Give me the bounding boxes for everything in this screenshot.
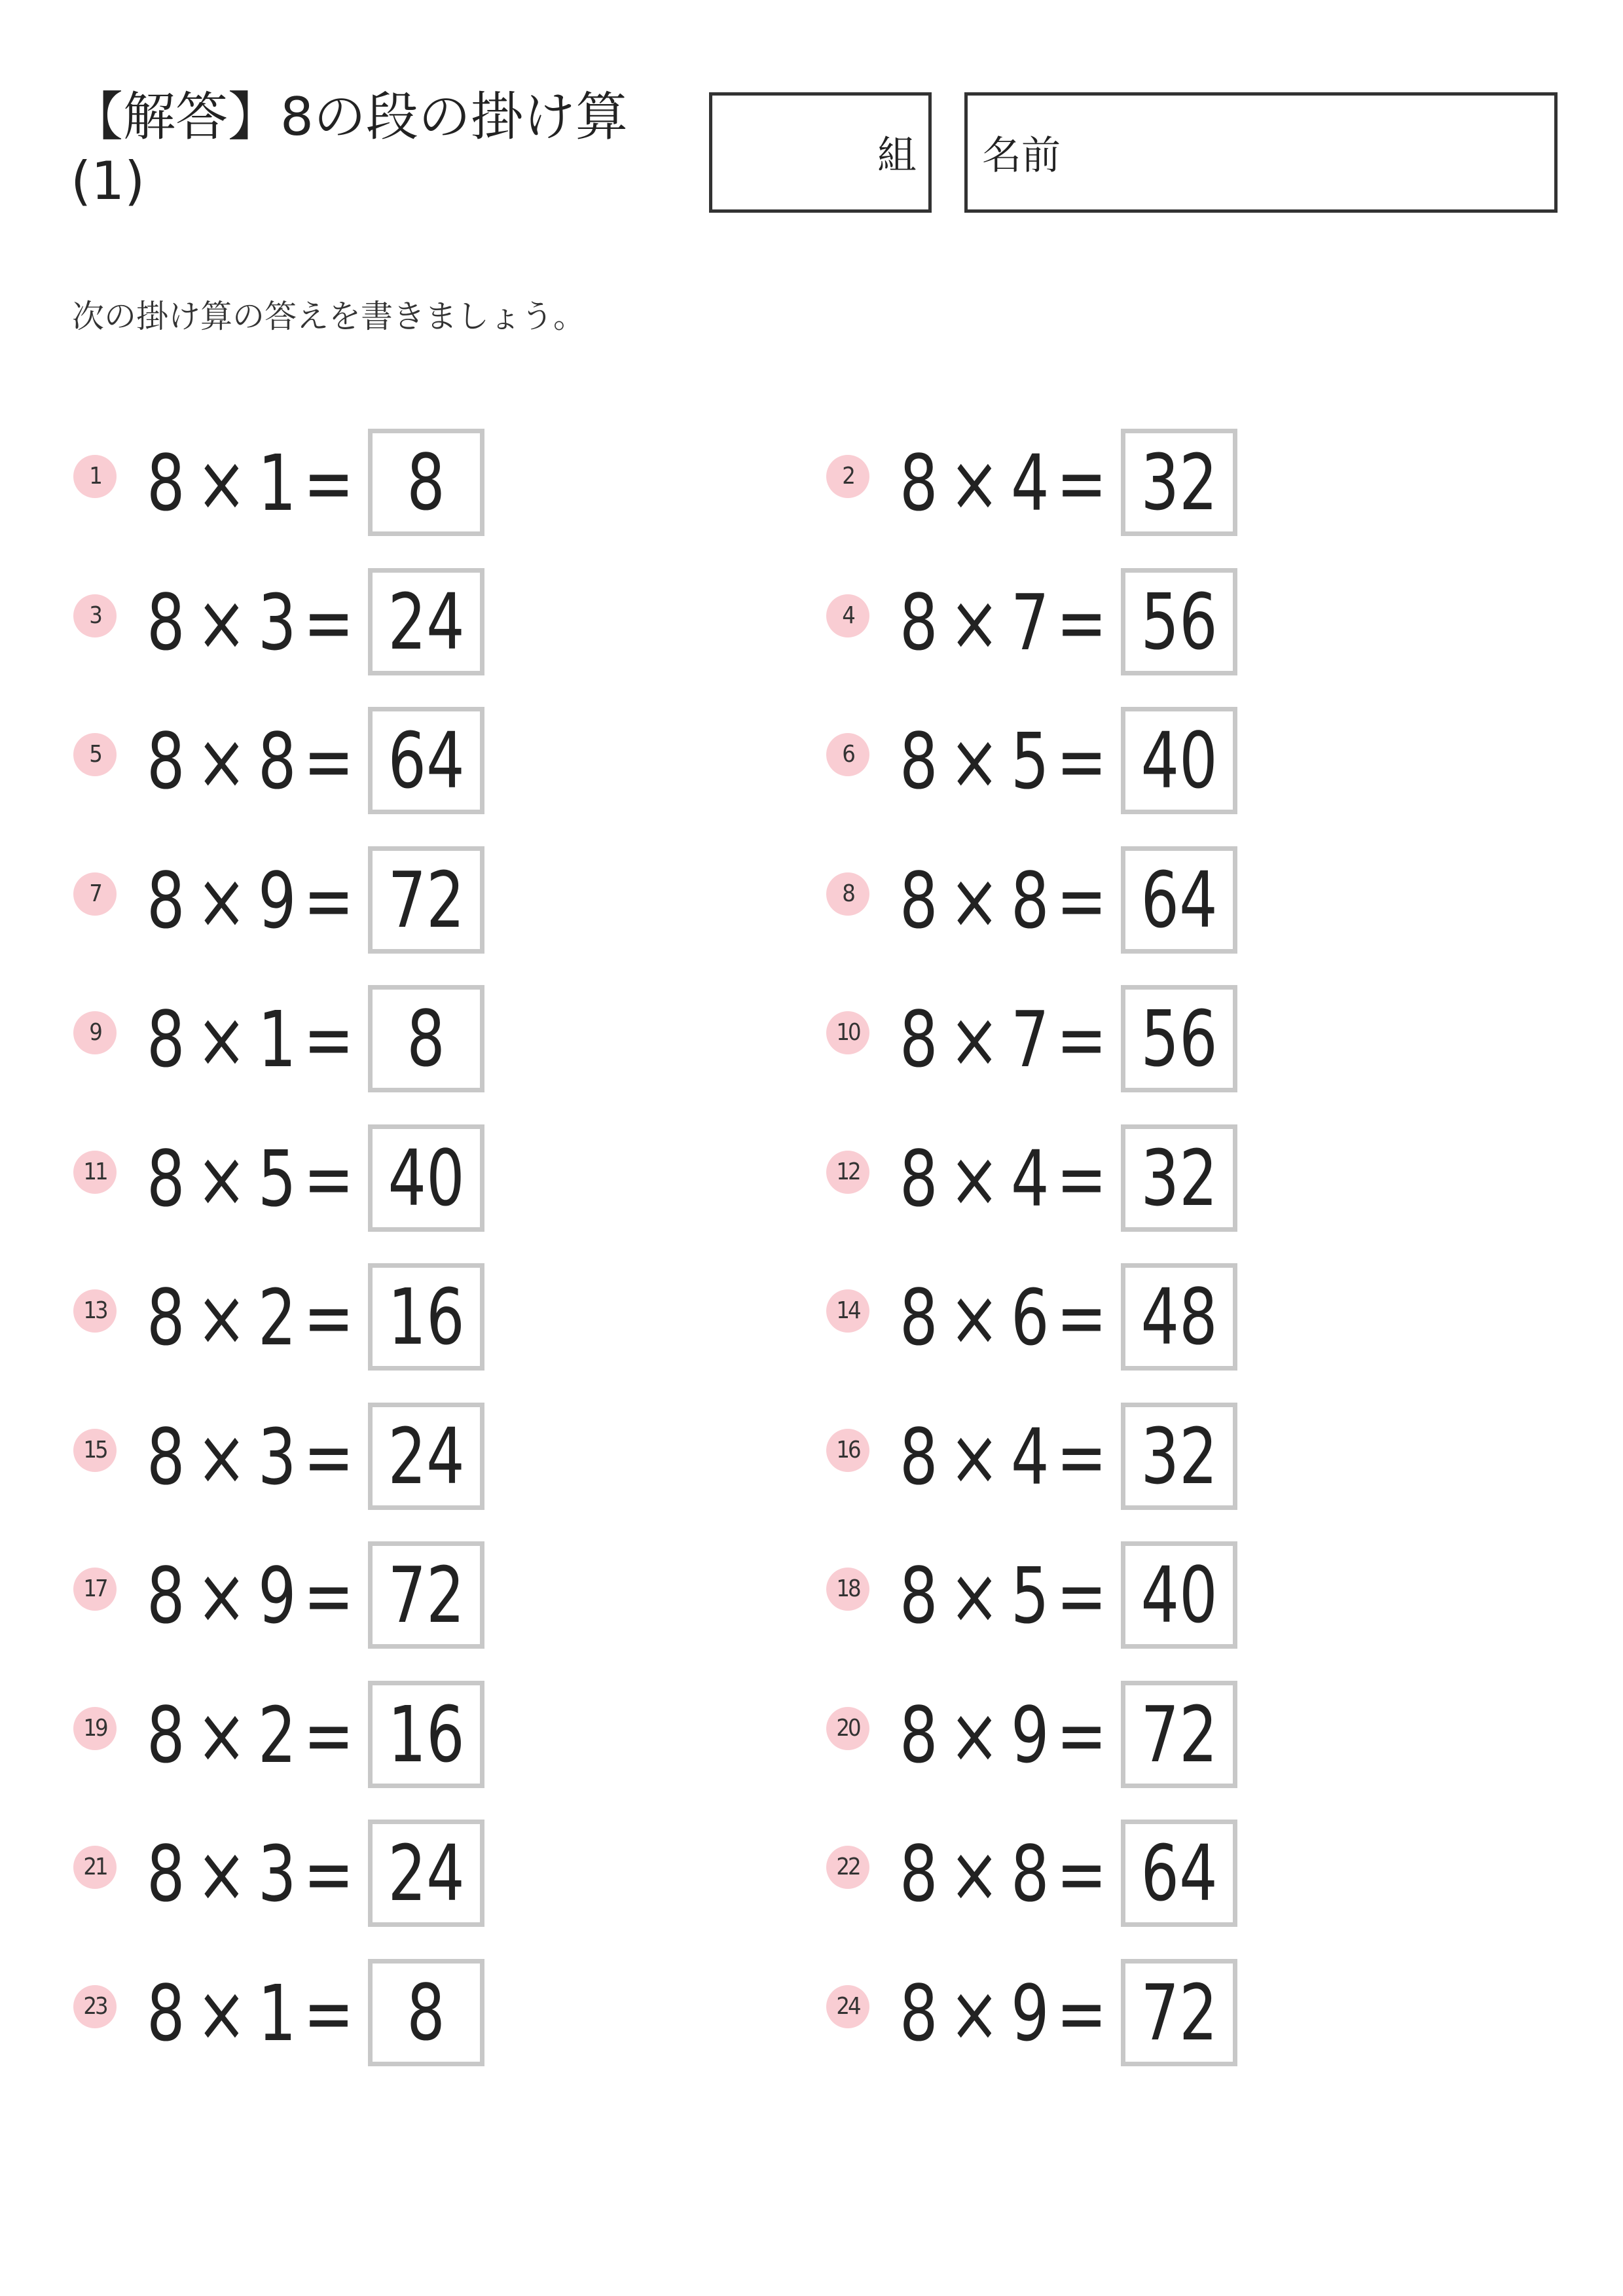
multiply-sign: × — [949, 577, 1000, 668]
problem-number-badge: 9 — [73, 1011, 117, 1054]
equals-sign: = — [1056, 438, 1107, 528]
answer-value: 64 — [1140, 1828, 1218, 1918]
multiplier: 5 — [1011, 716, 1049, 806]
answer-box[interactable] — [368, 1263, 484, 1371]
multiplier: 2 — [258, 1272, 297, 1363]
problem-number-badge: 6 — [826, 733, 869, 776]
answer-value: 72 — [1140, 1689, 1218, 1780]
answer-value: 72 — [1140, 1967, 1218, 2058]
multiplier: 4 — [1011, 1133, 1049, 1224]
equals-sign: = — [1056, 1829, 1107, 1919]
problem-item — [73, 1959, 728, 2069]
problem-item — [826, 846, 1481, 956]
multiply-sign: × — [196, 1829, 247, 1919]
multiplicand: 8 — [147, 1551, 185, 1641]
answer-value: 40 — [1140, 715, 1218, 806]
answer-box[interactable] — [368, 1681, 484, 1788]
equals-sign: = — [303, 1829, 354, 1919]
instruction-text: 次の掛け算の答えを書きましょう。 — [72, 298, 586, 335]
answer-value: 48 — [1140, 1272, 1218, 1362]
problem-expression — [147, 990, 354, 1088]
multiply-sign: × — [196, 1411, 247, 1502]
answer-box[interactable] — [368, 429, 484, 536]
problem-number-badge: 24 — [826, 1985, 869, 2028]
multiply-sign: × — [949, 716, 1000, 806]
equals-sign: = — [303, 1689, 354, 1780]
problem-item — [826, 429, 1481, 539]
multiplier: 7 — [1011, 994, 1049, 1085]
answer-value: 72 — [388, 1550, 465, 1640]
multiply-sign: × — [949, 1133, 1000, 1224]
multiplier: 9 — [258, 855, 297, 946]
multiplier: 3 — [258, 1411, 297, 1502]
problem-expression — [900, 434, 1107, 532]
answer-box[interactable] — [1121, 1820, 1237, 1927]
problem-expression — [147, 1268, 354, 1367]
answer-box[interactable] — [1121, 985, 1237, 1092]
answer-value: 32 — [1140, 1410, 1218, 1501]
problem-number-badge: 13 — [73, 1289, 117, 1333]
equals-sign: = — [303, 1133, 354, 1224]
page-title-line1: 【解答】8の段の掛け算 — [71, 86, 628, 147]
answer-box[interactable] — [1121, 1124, 1237, 1232]
multiplier: 4 — [1011, 438, 1049, 528]
multiplicand: 8 — [900, 1133, 938, 1224]
problem-number-badge: 8 — [826, 872, 869, 916]
answer-box[interactable] — [368, 846, 484, 954]
multiplicand: 8 — [900, 1411, 938, 1502]
multiplicand: 8 — [900, 716, 938, 806]
multiplicand: 8 — [147, 577, 185, 668]
answer-value: 32 — [1140, 437, 1218, 528]
problem-item — [826, 985, 1481, 1095]
multiplier: 3 — [258, 1829, 297, 1919]
problem-number-badge: 20 — [826, 1707, 869, 1750]
multiply-sign: × — [949, 1689, 1000, 1780]
problem-expression — [900, 1130, 1107, 1228]
multiply-sign: × — [949, 1551, 1000, 1641]
equals-sign: = — [303, 994, 354, 1085]
multiplicand: 8 — [147, 1133, 185, 1224]
answer-box[interactable] — [368, 1820, 484, 1927]
multiplicand: 8 — [900, 1829, 938, 1919]
multiply-sign: × — [196, 1551, 247, 1641]
multiply-sign: × — [949, 1829, 1000, 1919]
multiplicand: 8 — [900, 994, 938, 1085]
problem-item — [826, 1820, 1481, 1929]
problem-item — [826, 1124, 1481, 1234]
equals-sign: = — [1056, 1133, 1107, 1224]
multiply-sign: × — [949, 855, 1000, 946]
problem-item — [826, 1541, 1481, 1651]
problem-item — [826, 1263, 1481, 1373]
answer-box[interactable] — [368, 568, 484, 675]
equals-sign: = — [1056, 1272, 1107, 1363]
multiplier: 4 — [1011, 1411, 1049, 1502]
multiplicand: 8 — [900, 855, 938, 946]
problem-item — [73, 1541, 728, 1651]
problem-number-badge: 16 — [826, 1429, 869, 1472]
problem-expression — [147, 1408, 354, 1506]
multiply-sign: × — [196, 1689, 247, 1780]
problem-number-badge: 23 — [73, 1985, 117, 2028]
problem-expression — [147, 434, 354, 532]
multiplier: 8 — [1011, 1829, 1049, 1919]
answer-box[interactable] — [368, 1124, 484, 1232]
multiply-sign: × — [196, 577, 247, 668]
multiplicand: 8 — [147, 716, 185, 806]
problem-item — [826, 1959, 1481, 2069]
answer-value: 64 — [388, 715, 465, 806]
problem-number-badge: 21 — [73, 1846, 117, 1889]
problem-number-badge: 12 — [826, 1151, 869, 1194]
problem-item — [826, 568, 1481, 678]
equals-sign: = — [303, 438, 354, 528]
page-title-line2: (1) — [71, 151, 145, 211]
answer-value: 8 — [407, 994, 446, 1084]
problem-item — [73, 846, 728, 956]
answer-value: 40 — [1140, 1550, 1218, 1640]
problem-expression — [900, 1268, 1107, 1367]
problem-item — [73, 1820, 728, 1929]
answer-value: 16 — [388, 1689, 465, 1780]
equals-sign: = — [303, 1967, 354, 2058]
answer-box[interactable] — [1121, 568, 1237, 675]
problem-expression — [900, 1408, 1107, 1506]
multiply-sign: × — [949, 994, 1000, 1085]
answer-box[interactable] — [368, 985, 484, 1092]
problem-expression — [147, 852, 354, 950]
problem-number-badge: 4 — [826, 594, 869, 637]
multiplicand: 8 — [900, 438, 938, 528]
problem-expression — [147, 1686, 354, 1784]
answer-value: 24 — [388, 1828, 465, 1918]
multiplier: 1 — [258, 1967, 297, 2058]
multiplicand: 8 — [147, 855, 185, 946]
equals-sign: = — [1056, 1551, 1107, 1641]
multiplicand: 8 — [900, 577, 938, 668]
multiplier: 8 — [258, 716, 297, 806]
equals-sign: = — [1056, 855, 1107, 946]
problem-item — [73, 1263, 728, 1373]
problem-item — [73, 985, 728, 1095]
answer-value: 32 — [1140, 1132, 1218, 1223]
equals-sign: = — [1056, 1967, 1107, 2058]
problem-expression — [147, 1547, 354, 1645]
multiplier: 9 — [1011, 1689, 1049, 1780]
answer-value: 40 — [388, 1132, 465, 1223]
multiplier: 9 — [258, 1551, 297, 1641]
problem-number-badge: 2 — [826, 455, 869, 498]
equals-sign: = — [303, 716, 354, 806]
problem-item — [73, 1403, 728, 1513]
multiplicand: 8 — [900, 1551, 938, 1641]
multiplicand: 8 — [900, 1967, 938, 2058]
equals-sign: = — [1056, 994, 1107, 1085]
multiplier: 9 — [1011, 1967, 1049, 2058]
equals-sign: = — [303, 855, 354, 946]
problem-item — [826, 707, 1481, 817]
problem-number-badge: 11 — [73, 1151, 117, 1194]
answer-box[interactable] — [1121, 429, 1237, 536]
answer-value: 64 — [1140, 854, 1218, 945]
problem-number-badge: 17 — [73, 1568, 117, 1611]
problem-number-badge: 3 — [73, 594, 117, 637]
multiplier: 6 — [1011, 1272, 1049, 1363]
problem-expression — [900, 1825, 1107, 1923]
problem-expression — [900, 1547, 1107, 1645]
multiplicand: 8 — [900, 1272, 938, 1363]
answer-box[interactable] — [1121, 1403, 1237, 1510]
multiply-sign: × — [196, 716, 247, 806]
problem-expression — [147, 1130, 354, 1228]
problem-number-badge: 7 — [73, 872, 117, 916]
multiplier: 3 — [258, 577, 297, 668]
equals-sign: = — [1056, 1689, 1107, 1780]
problem-number-badge: 15 — [73, 1429, 117, 1472]
answer-value: 24 — [388, 1410, 465, 1501]
multiply-sign: × — [949, 1967, 1000, 2058]
problem-expression — [147, 1964, 354, 2062]
multiplier: 2 — [258, 1689, 297, 1780]
answer-box[interactable] — [1121, 1541, 1237, 1649]
problem-number-badge: 14 — [826, 1289, 869, 1333]
answer-value: 24 — [388, 576, 465, 667]
equals-sign: = — [303, 1411, 354, 1502]
problem-number-badge: 18 — [826, 1568, 869, 1611]
problem-number-badge: 10 — [826, 1011, 869, 1054]
multiplier: 1 — [258, 994, 297, 1085]
answer-box[interactable] — [1121, 846, 1237, 954]
problem-number-badge: 22 — [826, 1846, 869, 1889]
problem-item — [826, 1681, 1481, 1791]
equals-sign: = — [1056, 577, 1107, 668]
problem-expression — [147, 1825, 354, 1923]
equals-sign: = — [1056, 1411, 1107, 1502]
equals-sign: = — [303, 1551, 354, 1641]
multiplier: 1 — [258, 438, 297, 528]
multiplier: 5 — [258, 1133, 297, 1224]
multiply-sign: × — [949, 1272, 1000, 1363]
class-field-label: 組 — [877, 133, 917, 179]
multiplicand: 8 — [147, 1272, 185, 1363]
multiplicand: 8 — [147, 1689, 185, 1780]
answer-box[interactable] — [368, 1403, 484, 1510]
answer-box[interactable] — [368, 1541, 484, 1649]
problem-expression — [900, 852, 1107, 950]
problem-number-badge: 19 — [73, 1707, 117, 1750]
name-field-label: 名前 — [982, 133, 1061, 179]
problem-number-badge: 1 — [73, 455, 117, 498]
problem-expression — [900, 1964, 1107, 2062]
multiply-sign: × — [949, 1411, 1000, 1502]
problem-item — [826, 1403, 1481, 1513]
multiplicand: 8 — [147, 438, 185, 528]
problem-expression — [900, 1686, 1107, 1784]
multiply-sign: × — [196, 1967, 247, 2058]
multiply-sign: × — [949, 438, 1000, 528]
problem-expression — [900, 712, 1107, 810]
answer-box[interactable] — [1121, 1263, 1237, 1371]
answer-value: 56 — [1140, 994, 1218, 1084]
answer-box[interactable] — [1121, 707, 1237, 814]
multiplicand: 8 — [900, 1689, 938, 1780]
answer-value: 16 — [388, 1272, 465, 1362]
multiplicand: 8 — [147, 1411, 185, 1502]
multiplicand: 8 — [147, 994, 185, 1085]
multiplier: 7 — [1011, 577, 1049, 668]
problem-item — [73, 1681, 728, 1791]
problem-item — [73, 1124, 728, 1234]
multiplicand: 8 — [147, 1967, 185, 2058]
problem-expression — [900, 990, 1107, 1088]
equals-sign: = — [303, 577, 354, 668]
answer-value: 56 — [1140, 576, 1218, 667]
problem-number-badge: 5 — [73, 733, 117, 776]
problem-expression — [900, 573, 1107, 672]
multiply-sign: × — [196, 1272, 247, 1363]
answer-box[interactable] — [368, 707, 484, 814]
multiply-sign: × — [196, 994, 247, 1085]
problem-expression — [147, 573, 354, 672]
problem-item — [73, 429, 728, 539]
problem-item — [73, 568, 728, 678]
answer-box[interactable] — [1121, 1681, 1237, 1788]
multiplicand: 8 — [147, 1829, 185, 1919]
equals-sign: = — [1056, 716, 1107, 806]
multiplier: 8 — [1011, 855, 1049, 946]
multiply-sign: × — [196, 855, 247, 946]
answer-value: 72 — [388, 854, 465, 945]
multiply-sign: × — [196, 438, 247, 528]
problem-expression — [147, 712, 354, 810]
answer-value: 8 — [407, 437, 446, 528]
answer-value: 8 — [407, 1967, 446, 2058]
equals-sign: = — [303, 1272, 354, 1363]
multiply-sign: × — [196, 1133, 247, 1224]
answer-box[interactable] — [1121, 1959, 1237, 2066]
problem-item — [73, 707, 728, 817]
answer-box[interactable] — [368, 1959, 484, 2066]
multiplier: 5 — [1011, 1551, 1049, 1641]
